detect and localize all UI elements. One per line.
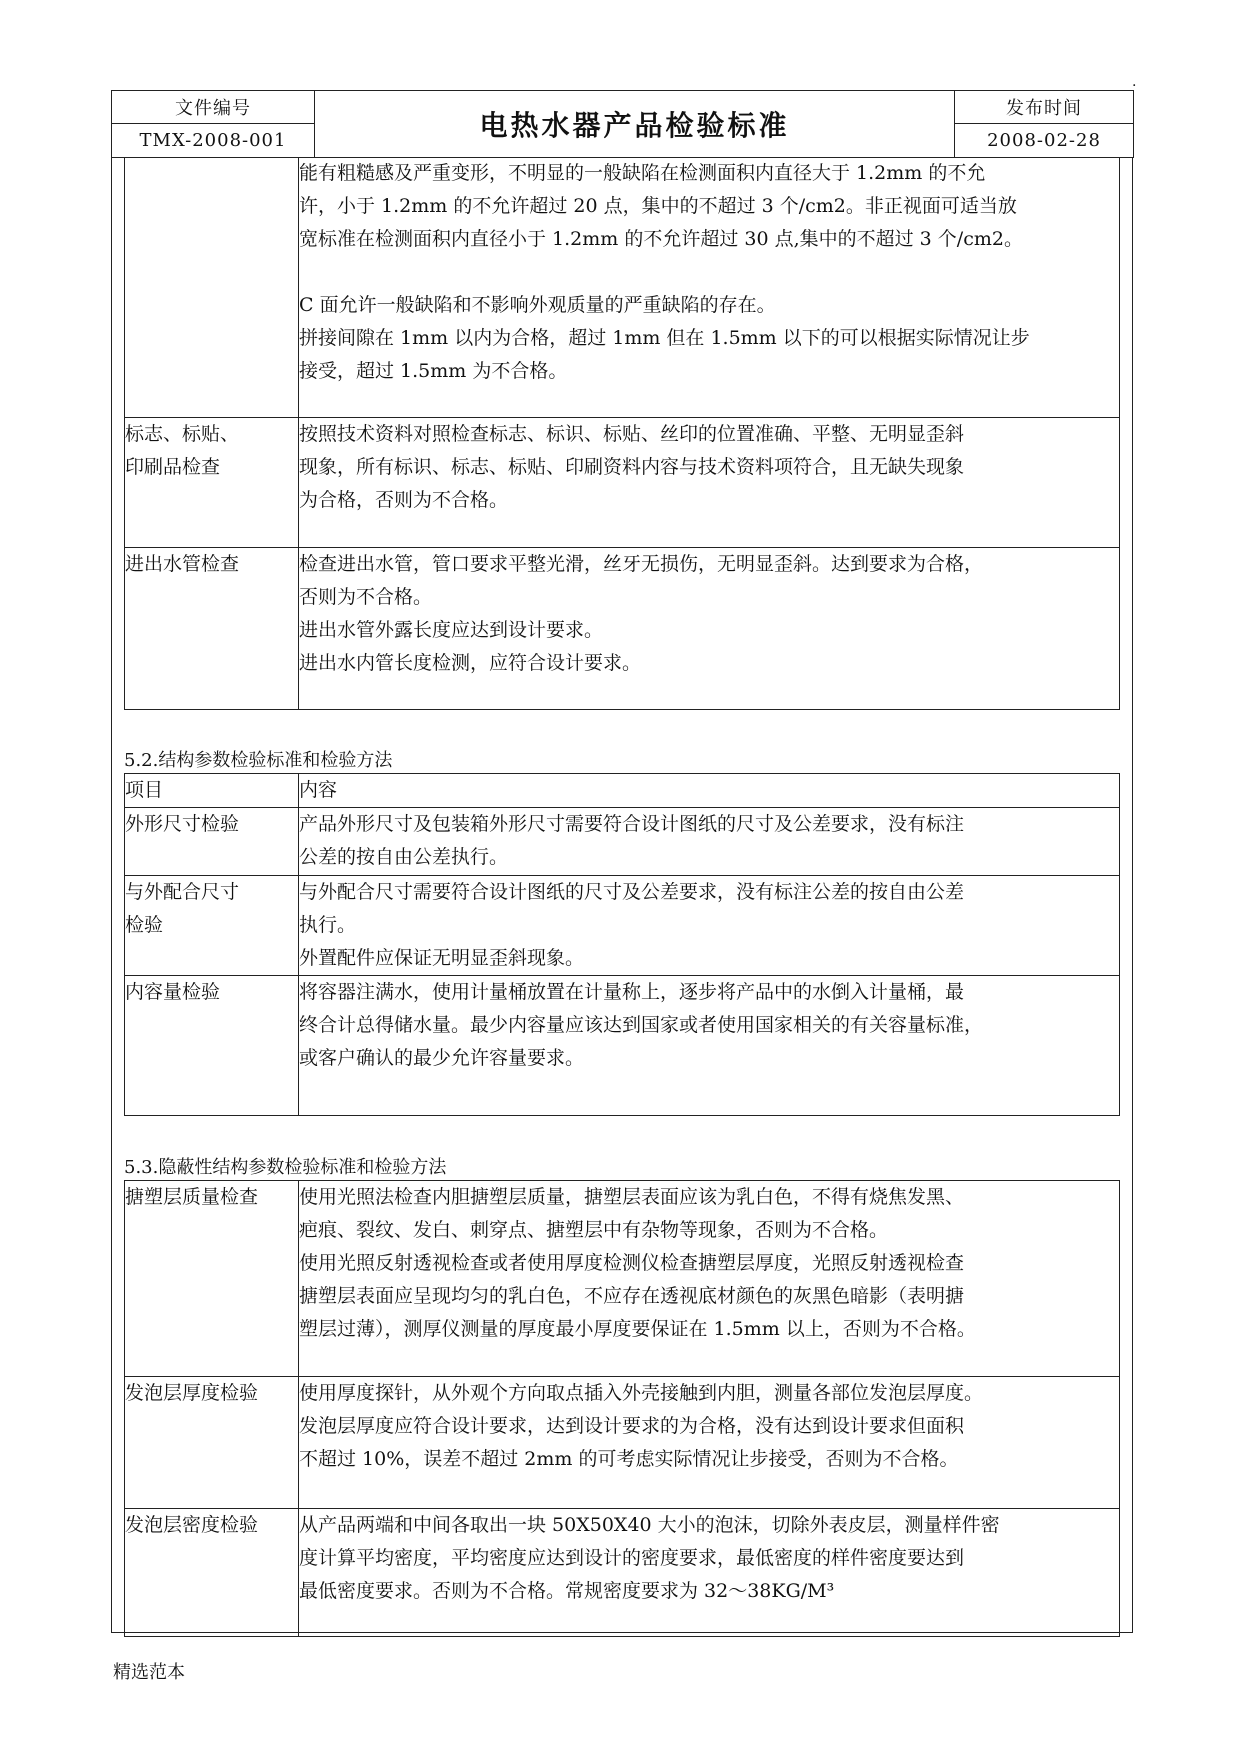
row-content — [299, 417, 1120, 547]
row-label: 发泡层密度检验 — [125, 1509, 299, 1637]
row-content — [299, 1377, 1120, 1509]
text-line: 使用光照反射透视检查或者使用厚度检测仪检查搪塑层厚度，光照反射透视检查 — [299, 1252, 965, 1274]
text-line: 现象，所有标识、标志、标贴、印刷资料内容与技术资料项符合，且无缺失现象 — [299, 455, 965, 478]
row-label-line: 检验 — [125, 914, 164, 936]
row-content — [299, 808, 1120, 876]
table-row — [125, 976, 1120, 1116]
text-line: 使用厚度探针，从外观个方向取点插入外壳接触到内胆，测量各部位发泡层厚度。 — [299, 1382, 984, 1404]
text-line: 产品外形尺寸及包装箱外形尺寸需要符合设计图纸的尺寸及公差要求，没有标注 — [299, 813, 965, 835]
row-label — [125, 876, 299, 976]
text-line: 为合格，否则为不合格。 — [299, 488, 509, 511]
table-row — [125, 1181, 1120, 1377]
text-line: C 面允许一般缺陷和不影响外观质量的严重缺陷的存在。 — [299, 294, 776, 316]
text-line: 与外配合尺寸需要符合设计图纸的尺寸及公差要求，没有标注公差的按自由公差 — [299, 881, 965, 903]
text-line: 公差的按自由公差执行。 — [299, 846, 509, 868]
footer-text: 精选范本 — [113, 1662, 185, 1683]
document-title: 电热水器产品检验标准 — [315, 91, 955, 158]
text-line: 执行。 — [299, 914, 357, 936]
row-content — [299, 876, 1120, 976]
text-line: 宽标准在检测面积内直径小于 1.2mm 的不允许超过 30 点,集中的不超过 3 个/cm2。 — [299, 228, 1023, 250]
text-line: 不超过 10%，误差不超过 2mm 的可考虑实际情况让步接受，否则为不合格。 — [299, 1448, 959, 1470]
column-header-content: 内容 — [299, 774, 1120, 808]
text-line: 使用光照法检查内胆搪塑层质量，搪塑层表面应该为乳白色，不得有烧焦发黑、 — [299, 1186, 965, 1208]
row-label: 搪塑层质量检查 — [125, 1181, 299, 1377]
text-line: 塑层过薄），测厚仪测量的厚度最小厚度要保证在 1.5mm 以上，否则为不合格。 — [299, 1318, 976, 1340]
column-header-item: 项目 — [125, 774, 299, 808]
table-row — [125, 1377, 1120, 1509]
row-content — [299, 976, 1120, 1116]
text-line: 接受，超过 1.5mm 为不合格。 — [299, 360, 568, 382]
row-label-line: 印刷品检查 — [125, 455, 221, 478]
section-heading-5-3: 5.3.隐蔽性结构参数检验标准和检验方法 — [124, 1157, 447, 1178]
row-content — [299, 1181, 1120, 1377]
row-content — [299, 547, 1120, 709]
text-line: 度计算平均密度，平均密度应达到设计的密度要求，最低密度的样件密度要达到 — [299, 1547, 965, 1569]
table-row — [125, 157, 1120, 417]
text-line: 将容器注满水，使用计量桶放置在计量称上，逐步将产品中的水倒入计量桶，最 — [299, 981, 965, 1003]
text-line: 发泡层厚度应符合设计要求，达到设计要求的为合格，没有达到设计要求但面积 — [299, 1415, 965, 1437]
doc-number-label: 文件编号 — [112, 91, 315, 124]
text-line: 按照技术资料对照检查标志、标识、标贴、丝印的位置准确、平整、无明显歪斜 — [299, 422, 965, 445]
text-line: 拼接间隙在 1mm 以内为合格，超过 1mm 但在 1.5mm 以下的可以根据实际情况让步 — [299, 327, 1030, 349]
table-row — [125, 417, 1120, 547]
text-line: 否则为不合格。 — [299, 585, 433, 608]
row-content — [299, 1509, 1120, 1637]
row-label: 内容量检验 — [125, 976, 299, 1116]
doc-number: TMX-2008-001 — [112, 124, 315, 158]
structure-parameter-table — [124, 773, 1120, 1116]
text-line: 许，小于 1.2mm 的不允许超过 20 点，集中的不超过 3 个/cm2。非正视面可适当放 — [299, 195, 1017, 217]
text-line: 终合计总得储水量。最少内容量应该达到国家或者使用国家相关的有关容量标准， — [299, 1014, 984, 1036]
hidden-structure-table — [124, 1180, 1120, 1637]
table-row — [125, 876, 1120, 976]
row-label — [125, 417, 299, 547]
table-header-row — [125, 774, 1120, 808]
release-date: 2008-02-28 — [955, 124, 1134, 158]
text-line: 外置配件应保证无明显歪斜现象。 — [299, 947, 585, 969]
text-line: 搪塑层表面应呈现均匀的乳白色，不应存在透视底材颜色的灰黑色暗影（表明搪 — [299, 1285, 965, 1307]
text-line: 进出水内管长度检测，应符合设计要求。 — [299, 651, 642, 674]
row-content — [299, 157, 1120, 417]
text-line: 检查进出水管，管口要求平整光滑，丝牙无损伤，无明显歪斜。达到要求为合格， — [299, 552, 984, 575]
text-line: 最低密度要求。否则为不合格。常规密度要求为 32～38KG/M³ — [299, 1580, 835, 1602]
table-row — [125, 1509, 1120, 1637]
row-label — [125, 157, 299, 417]
table-row — [125, 547, 1120, 709]
document-header — [111, 90, 1134, 158]
row-label-line: 与外配合尺寸 — [125, 881, 240, 903]
table-row — [125, 808, 1120, 876]
blank-line — [299, 256, 1119, 289]
text-line: 进出水管外露长度应达到设计要求。 — [299, 618, 604, 641]
section-heading-5-2: 5.2.结构参数检验标准和检验方法 — [124, 750, 393, 771]
text-line: 从产品两端和中间各取出一块 50X50X40 大小的泡沫，切除外表皮层，测量样件密 — [299, 1514, 1000, 1536]
row-label: 外形尺寸检验 — [125, 808, 299, 876]
text-line: 或客户确认的最少允许容量要求。 — [299, 1047, 585, 1069]
row-label-line: 标志、标贴、 — [125, 422, 240, 445]
inspection-table-top — [124, 157, 1120, 710]
row-label: 发泡层厚度检验 — [125, 1377, 299, 1509]
row-label: 进出水管检查 — [125, 547, 299, 709]
release-label: 发布时间 — [955, 91, 1134, 124]
corner-dot: . — [1132, 74, 1137, 90]
text-line: 能有粗糙感及严重变形，不明显的一般缺陷在检测面积内直径大于 1.2mm 的不允 — [299, 162, 986, 184]
text-line: 疤痕、裂纹、发白、刺穿点、搪塑层中有杂物等现象，否则为不合格。 — [299, 1219, 889, 1241]
